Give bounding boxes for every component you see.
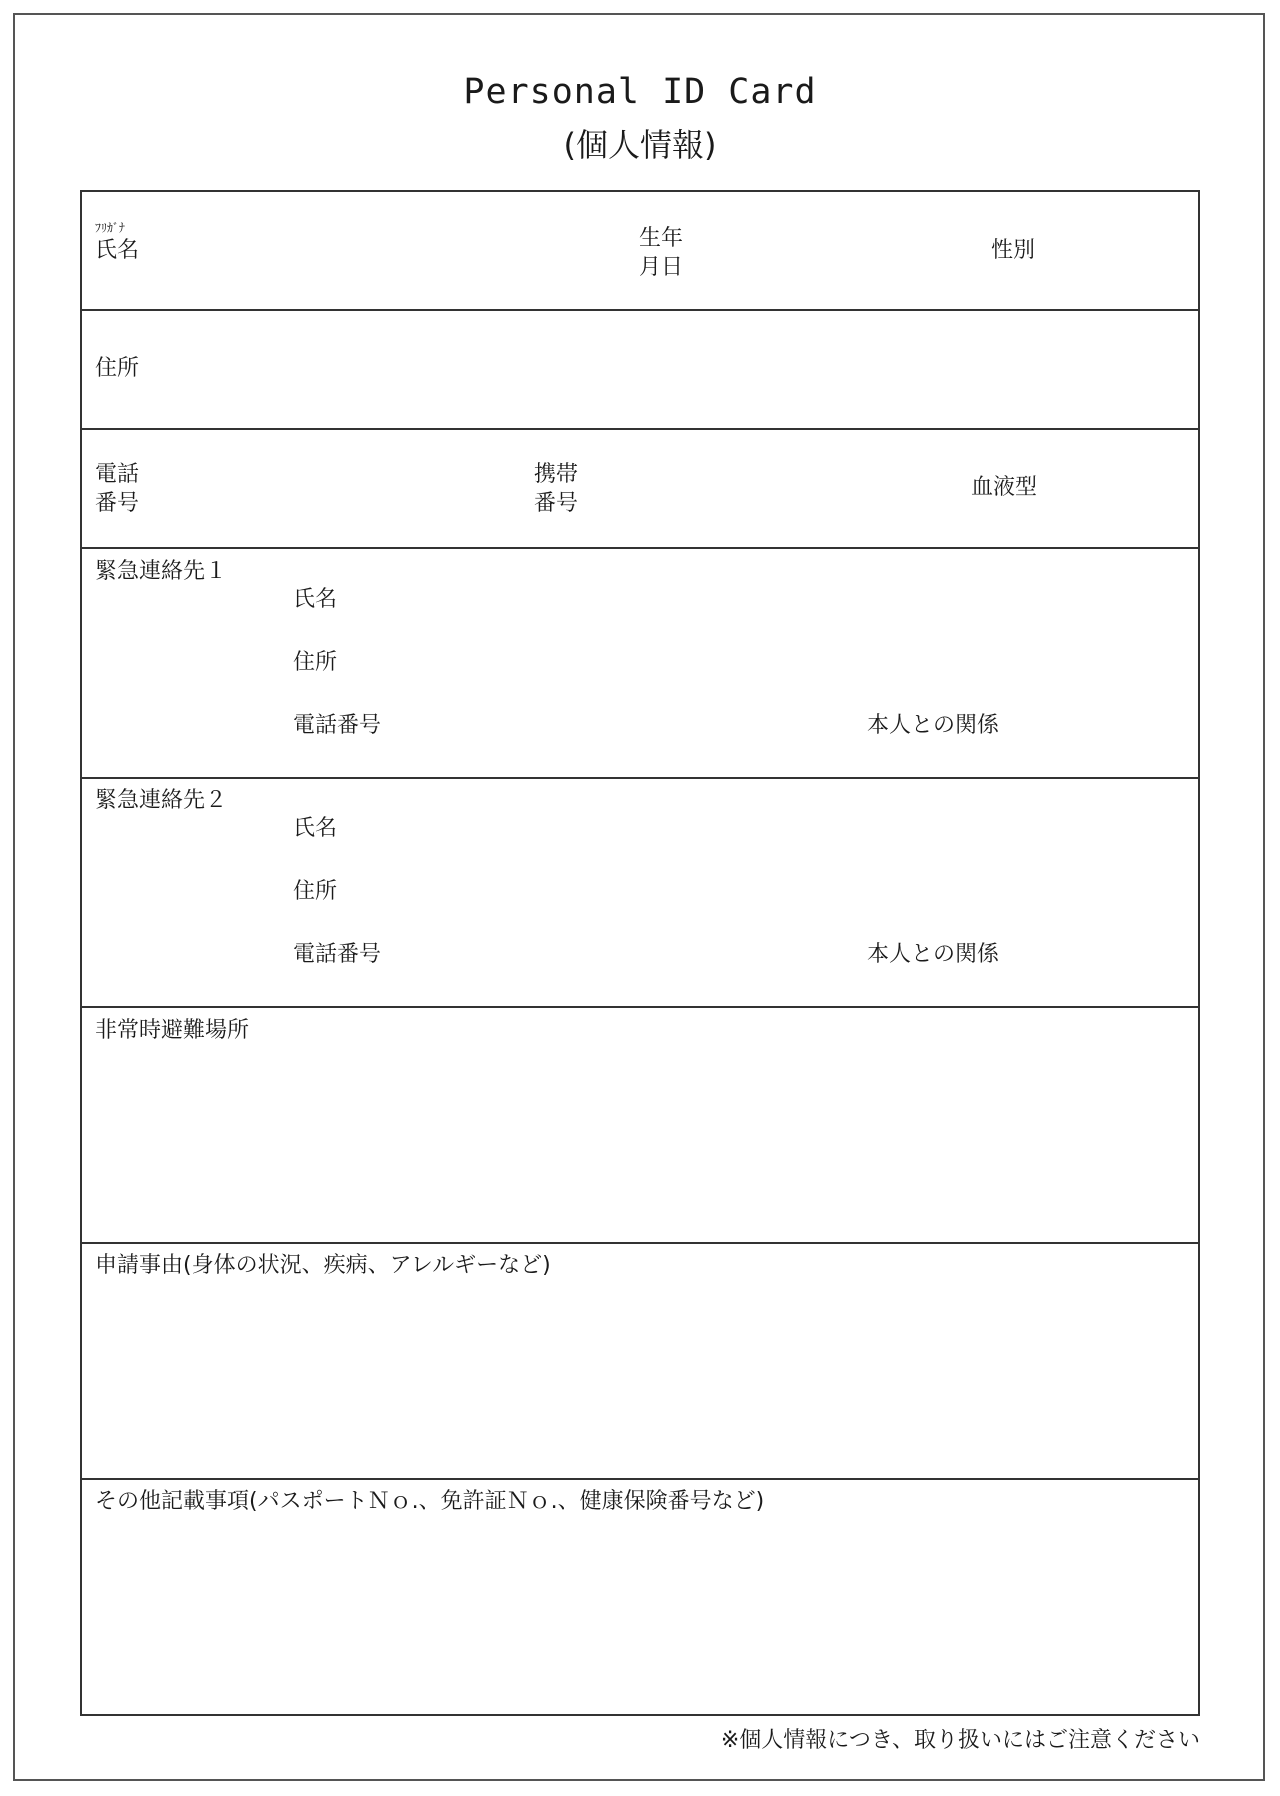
evacuation-site-label[interactable]: 非常時避難場所 bbox=[95, 1018, 250, 1043]
emergency-2-relation-label[interactable]: 本人との関係 bbox=[867, 942, 1000, 967]
emergency-2-name-label[interactable]: 氏名 bbox=[293, 816, 338, 841]
row-divider bbox=[82, 428, 1198, 430]
card-title-english: Personal ID Card bbox=[463, 72, 817, 112]
row-divider bbox=[82, 1478, 1198, 1480]
card-title-japanese: (個人情報) bbox=[563, 126, 717, 164]
emergency-contact-2-heading: 緊急連絡先２ bbox=[95, 788, 228, 813]
emergency-2-phone-label[interactable]: 電話番号 bbox=[293, 942, 382, 967]
row-divider bbox=[82, 309, 1198, 311]
row-divider bbox=[82, 777, 1198, 779]
id-card-form bbox=[80, 190, 1200, 1716]
furigana-label[interactable]: ﾌﾘｶﾞﾅ bbox=[95, 221, 126, 235]
birthdate-label[interactable]: 生年 月日 bbox=[639, 226, 684, 280]
privacy-notice: ※個人情報につき、取り扱いにはご注意ください bbox=[720, 1728, 1200, 1753]
row-divider bbox=[82, 1242, 1198, 1244]
row-divider bbox=[82, 547, 1198, 549]
sex-label[interactable]: 性別 bbox=[991, 238, 1036, 263]
mobile-label[interactable]: 携帯 番号 bbox=[534, 462, 579, 516]
emergency-1-phone-label[interactable]: 電話番号 bbox=[293, 713, 382, 738]
emergency-contact-1-heading: 緊急連絡先１ bbox=[95, 559, 228, 584]
emergency-1-address-label[interactable]: 住所 bbox=[293, 650, 338, 675]
application-reason-label[interactable]: 申請事由(身体の状況、疾病、アレルギーなど) bbox=[95, 1253, 551, 1278]
emergency-1-relation-label[interactable]: 本人との関係 bbox=[867, 713, 1000, 738]
phone-label[interactable]: 電話 番号 bbox=[95, 462, 140, 516]
address-label[interactable]: 住所 bbox=[95, 356, 140, 381]
blood-type-label[interactable]: 血液型 bbox=[971, 475, 1038, 500]
emergency-1-name-label[interactable]: 氏名 bbox=[293, 587, 338, 612]
other-notes-label[interactable]: その他記載事項(パスポートＮｏ.、免許証Ｎｏ.、健康保険番号など) bbox=[95, 1489, 765, 1514]
name-label[interactable]: 氏名 bbox=[95, 238, 140, 263]
row-divider bbox=[82, 1006, 1198, 1008]
emergency-2-address-label[interactable]: 住所 bbox=[293, 879, 338, 904]
